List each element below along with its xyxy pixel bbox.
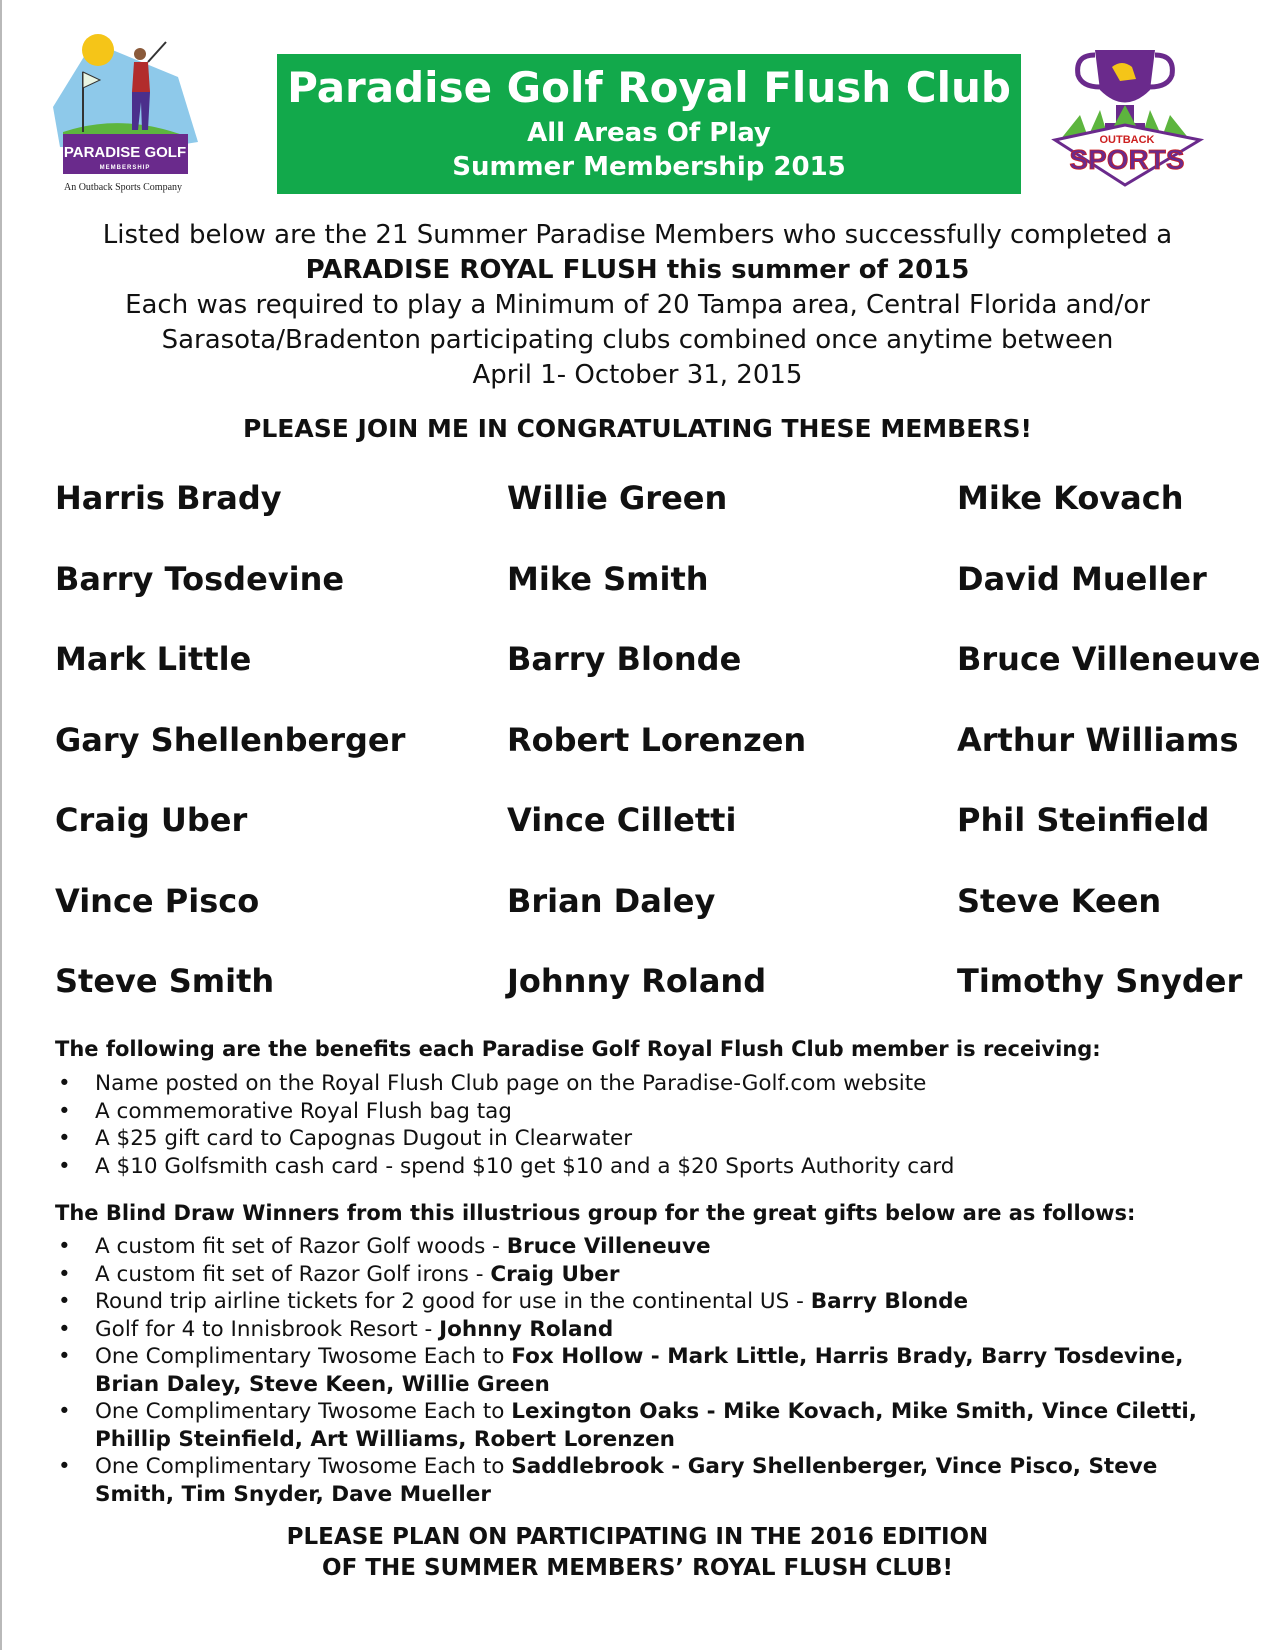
member-name: Vince Cilletti [507, 801, 737, 839]
list-item [55, 1288, 1235, 1316]
list-item [55, 1098, 954, 1126]
member-name: Bruce Villeneuve [957, 640, 1261, 678]
member-row [55, 639, 1261, 720]
bullet-icon: • [58, 1454, 71, 1479]
benefits-heading: The following are the benefits each Paradise Golf Royal Flush Club member is receiving: [55, 1037, 1101, 1061]
draw-heading: The Blind Draw Winners from this illustrious group for the great gifts below are as follows: [55, 1201, 1136, 1225]
paradise-golf-logo [48, 32, 198, 202]
member-name: Steve Keen [957, 881, 1162, 920]
intro-line-1: Listed below are the 21 Summer Paradise Members who successfully completed a [102, 220, 1173, 250]
intro-line-3: Each was required to play a Minimum of 20 Tampa area, Central Florida and/or [125, 290, 1150, 320]
member-name: Harris Brady [55, 479, 282, 517]
list-item [55, 1261, 1235, 1289]
member-row [55, 881, 1245, 962]
winner-names: Lexington Oaks - Mike Kovach, Mike Smith, Vince Ciletti, Phillip Steinfield, Art Williams, Robert Lorenzen [95, 1399, 1197, 1452]
winner-name: Bruce Villeneuve [506, 1234, 711, 1259]
page-subtitle-membership: Summer Membership 2015 [452, 152, 846, 182]
list-item [55, 1153, 954, 1181]
closing-line-2: OF THE SUMMER MEMBERS’ ROYAL FLUSH CLUB! [322, 1555, 953, 1581]
bullet-icon: • [58, 1153, 71, 1179]
winner-name: Craig Uber [490, 1261, 620, 1287]
list-item [55, 1233, 1235, 1261]
intro-line-5: April 1- October 31, 2015 [472, 360, 803, 390]
bullet-icon: • [58, 1071, 71, 1096]
prize-text: One Complimentary Twosome Each to [95, 1344, 512, 1369]
member-row [55, 478, 1245, 559]
member-name: Vince Pisco [55, 881, 260, 920]
member-row [55, 961, 1245, 1042]
member-name: Robert Lorenzen [507, 720, 807, 759]
title-banner [277, 54, 1021, 194]
bullet-icon: • [58, 1234, 71, 1259]
member-name: Gary Shellenberger [55, 720, 406, 759]
outback-sports-logo [1050, 45, 1205, 190]
logo-tagline-text: An Outback Sports Company [63, 182, 183, 193]
list-item [55, 1398, 1235, 1453]
benefit-text: Name posted on the Royal Flush Club page on the Paradise-Golf.com website [95, 1071, 927, 1096]
member-name: Barry Blonde [507, 640, 742, 678]
bullet-icon: • [58, 1289, 71, 1314]
member-name: Phil Steinfield [957, 801, 1210, 839]
member-name: Mike Smith [507, 559, 709, 598]
page-edge-rule [0, 0, 2, 1650]
golfer-logo-graphic [48, 32, 198, 202]
congratulations-heading: PLEASE JOIN ME IN CONGRATULATING THESE MEMBERS! [243, 414, 1032, 443]
logo-sports-text: SPORTS [1069, 144, 1185, 175]
member-name: Arthur Williams [957, 720, 1239, 759]
closing-message [60, 1522, 1215, 1584]
list-item [55, 1316, 1235, 1344]
member-name: Mike Kovach [957, 479, 1184, 517]
winner-names: Fox Hollow - Mark Little, Harris Brady, Barry Tosdevine, Brian Daley, Steve Keen, Willie Green [95, 1344, 1184, 1397]
member-row [55, 720, 1245, 801]
prize-text: One Complimentary Twosome Each to [95, 1399, 512, 1424]
logo-name-text: PARADISE GOLF [63, 144, 187, 161]
member-name: David Mueller [957, 559, 1207, 598]
intro-line-4: Sarasota/Bradenton participating clubs combined once anytime between [161, 325, 1114, 355]
member-name: Timothy Snyder [957, 962, 1243, 1000]
list-item [55, 1070, 954, 1098]
member-row [55, 559, 1245, 640]
member-name: Willie Green [507, 479, 728, 517]
bullet-icon: • [58, 1126, 71, 1151]
page-subtitle-areas: All Areas Of Play [527, 118, 771, 148]
winner-name: Barry Blonde [810, 1289, 969, 1314]
prize-text: One Complimentary Twosome Each to [95, 1454, 512, 1479]
bullet-icon: • [58, 1344, 71, 1369]
benefit-text: A $10 Golfsmith cash card - spend $10 get $10 and a $20 Sports Authority card [95, 1153, 955, 1179]
prize-text: A custom fit set of Razor Golf woods - [95, 1234, 507, 1259]
benefit-text: A commemorative Royal Flush bag tag [95, 1098, 512, 1124]
trophy-logo-graphic [1050, 45, 1205, 190]
closing-line-1: PLEASE PLAN ON PARTICIPATING IN THE 2016 EDITION [286, 1524, 989, 1550]
bullet-icon: • [58, 1316, 71, 1342]
prize-text: A custom fit set of Razor Golf irons - [95, 1261, 491, 1287]
member-name: Barry Tosdevine [55, 559, 345, 598]
member-name: Steve Smith [55, 962, 275, 1000]
prize-text: Round trip airline tickets for 2 good for use in the continental US - [95, 1289, 811, 1314]
benefit-text: A $25 gift card to Capognas Dugout in Clearwater [95, 1126, 633, 1151]
prize-text: Golf for 4 to Innisbrook Resort - [95, 1316, 440, 1342]
member-name: Brian Daley [507, 881, 716, 920]
draw-winners-list [55, 1233, 1235, 1508]
member-name: Mark Little [55, 640, 252, 678]
bullet-icon: • [58, 1261, 71, 1287]
member-name: Craig Uber [55, 801, 248, 839]
page-title: Paradise Golf Royal Flush Club [287, 63, 1011, 112]
list-item [55, 1453, 1235, 1508]
winner-name: Johnny Roland [439, 1316, 614, 1342]
member-name: Johnny Roland [507, 962, 767, 1000]
winner-names: Saddlebrook - Gary Shellenberger, Vince Pisco, Steve Smith, Tim Snyder, Dave Mueller [95, 1454, 1158, 1507]
logo-sub-text: MEMBERSHIP [99, 165, 151, 171]
member-row [55, 800, 1245, 881]
intro-paragraph [60, 218, 1215, 393]
logo-outback-text: OUTBACK [1099, 134, 1155, 146]
bullet-icon: • [58, 1399, 71, 1424]
benefits-list [55, 1070, 954, 1180]
member-names-grid [55, 478, 1261, 1042]
list-item [55, 1343, 1235, 1398]
bullet-icon: • [58, 1098, 71, 1124]
list-item [55, 1125, 954, 1153]
intro-line-2: PARADISE ROYAL FLUSH this summer of 2015 [305, 255, 970, 285]
